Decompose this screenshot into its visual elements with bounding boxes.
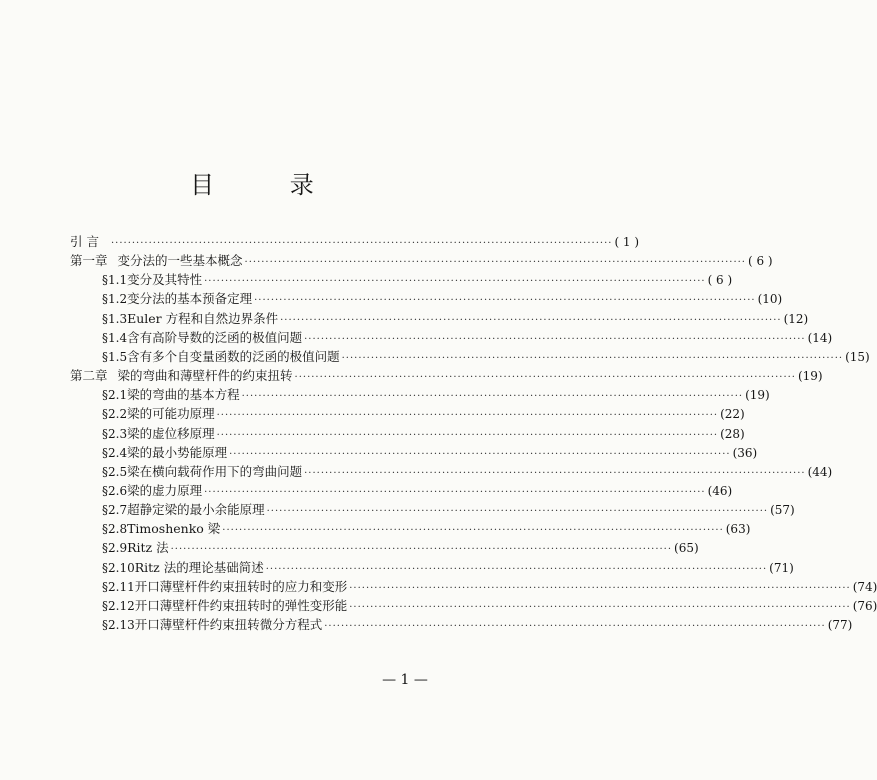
toc-entry-title: 含有高阶导数的泛函的极值问题: [127, 329, 303, 345]
dot-leader: ························································································································: [280, 314, 782, 326]
toc-section-row: [102, 616, 853, 634]
toc-entry-page: (71): [769, 560, 794, 575]
toc-entry-number: §2.8: [102, 522, 128, 537]
toc-entry-number: §1.3: [102, 311, 128, 326]
toc-entry-title: 梁的可能功原理: [127, 406, 215, 422]
toc-section-row: [102, 559, 794, 577]
dot-leader: ························································································································: [254, 295, 756, 307]
toc-entry-number: §2.12: [102, 598, 135, 613]
toc-section-row: [102, 348, 870, 366]
toc-section-row: [102, 578, 877, 596]
toc-entry-title: 开口薄壁杆件约束扭转微分方程式: [134, 617, 323, 632]
toc-entry-page: (77): [827, 618, 853, 632]
dot-leader: ························································································································: [204, 276, 706, 288]
toc-entry-title: 开口薄壁杆件约束扭转时的弹性变形能: [134, 597, 348, 613]
toc-entry-number: 第一章: [70, 253, 108, 269]
toc-entry-title: 梁的虚力原理: [127, 482, 203, 498]
toc-entry-title: 梁的弯曲和薄壁杆件的约束扭转: [117, 368, 293, 384]
dot-leader: ························································································································: [349, 601, 851, 613]
dot-leader: ························································································································: [216, 410, 719, 422]
toc-section-row: [102, 463, 833, 481]
toc-section-row: [102, 597, 877, 615]
toc-entry-number: §2.4: [102, 445, 128, 460]
toc-entry-page: (57): [770, 503, 795, 518]
toc-entry-number: §1.4: [102, 330, 128, 345]
dot-leader: ························································································································: [265, 563, 768, 575]
toc-entry-page: (65): [674, 541, 699, 556]
toc-entry-number: 引 言: [70, 234, 99, 249]
toc-entry-page: (63): [725, 522, 751, 537]
toc-entry-page: ( 1 ): [614, 235, 640, 249]
toc-section-row: [102, 329, 833, 347]
toc-section-row: [102, 405, 745, 423]
toc-entry-number: 第二章: [70, 368, 108, 384]
toc-entry-title: 变分法的基本预备定理: [127, 291, 253, 307]
toc-entry-page: (19): [797, 369, 823, 384]
toc-section-row: [102, 310, 809, 328]
toc-entry-title: 超静定梁的最小余能原理: [127, 502, 265, 518]
toc-entry-page: (22): [720, 407, 745, 422]
toc-entry-page: ( 6 ): [707, 273, 733, 288]
toc-entry-page: (36): [732, 445, 758, 460]
toc-section-row: [102, 482, 733, 500]
page-title: 目 录: [190, 171, 348, 199]
toc-chapter-row: [70, 367, 823, 385]
toc-section-row: [102, 444, 758, 462]
dot-leader: ························································································································: [341, 352, 844, 364]
toc-entry-page: (10): [757, 292, 783, 307]
toc-entry-number: §2.1: [102, 388, 128, 403]
dot-leader: ························································································································: [229, 448, 731, 460]
toc-entry-number: §1.2: [102, 292, 128, 307]
toc-entry-page: (46): [707, 483, 733, 498]
toc-entry-number: §2.2: [102, 407, 128, 422]
toc-entry-title: 含有多个自变量函数的泛函的极值问题: [127, 348, 340, 364]
dot-leader: ························································································································: [349, 582, 851, 594]
dot-leader: ························································································································: [304, 333, 806, 345]
toc-entry-page: (15): [845, 349, 870, 364]
toc-entry-page: (76): [852, 598, 877, 613]
toc-entry-title: 梁在横向载荷作用下的弯曲问题: [127, 463, 303, 479]
toc-entry-title: Euler 方程和自然边界条件: [127, 310, 279, 326]
page-number: — 1 —: [382, 672, 428, 688]
toc-section-row: [102, 425, 745, 443]
toc-entry-number: §2.3: [102, 426, 128, 441]
dot-leader: ························································································································: [266, 506, 769, 518]
toc-entry-page: ( 6 ): [747, 254, 773, 269]
toc-entry-title: 梁的弯曲的基本方程: [127, 387, 240, 403]
toc-section-row: [102, 386, 770, 404]
dot-leader: ························································································································: [204, 486, 706, 498]
toc-entry-number: §2.5: [102, 464, 128, 479]
toc-entry-number: §2.9: [102, 541, 128, 556]
dot-leader: ························································································································: [244, 257, 746, 269]
toc-section-row: [102, 271, 733, 289]
toc-entry-title: Ritz 法的理论基础简述: [134, 559, 264, 575]
dot-leader: ························································································································: [222, 525, 724, 537]
toc-entry-page: (12): [783, 311, 809, 326]
toc-entry-page: (14): [807, 330, 833, 345]
toc-entry-number: §1.5: [102, 349, 128, 364]
toc-entry-number: §2.10: [102, 560, 135, 575]
toc-entry-title: 开口薄壁杆件约束扭转时的应力和变形: [134, 578, 348, 594]
toc-entry-title: Timoshenko 梁: [127, 521, 221, 537]
toc-entry-number: §2.11: [102, 579, 135, 594]
dot-leader: ························································································································: [324, 621, 826, 632]
dot-leader: ························································································································: [241, 391, 744, 403]
toc-entry-title: 梁的虚位移原理: [127, 425, 215, 441]
dot-leader: ························································································································: [216, 429, 719, 441]
dot-leader: ························································································································: [170, 544, 673, 556]
toc-entry-page: (19): [745, 388, 770, 403]
toc-section-row: [102, 520, 751, 538]
toc-section-row: [102, 539, 699, 557]
toc-chapter-row: [70, 252, 773, 270]
toc-entry-title: Ritz 法: [127, 540, 169, 556]
toc-entry-title: 变分法的一些基本概念: [117, 253, 243, 269]
toc-entry-number: §1.1: [102, 273, 128, 288]
toc-entry-page: (28): [720, 426, 745, 441]
toc-chapter-row: [70, 233, 640, 251]
toc-entry-number: §2.13: [102, 618, 135, 632]
toc-entry-title: 变分及其特性: [127, 272, 203, 288]
toc-section-row: [102, 290, 783, 308]
dot-leader: ························································································································: [110, 238, 613, 249]
toc-entry-page: (74): [852, 579, 877, 594]
dot-leader: ························································································································: [294, 372, 796, 384]
toc-entry-number: §2.7: [102, 503, 128, 518]
toc-section-row: [102, 501, 795, 519]
toc-entry-title: 梁的最小势能原理: [127, 444, 228, 460]
toc-entry-page: (44): [807, 464, 833, 479]
toc-entry-number: §2.6: [102, 483, 128, 498]
dot-leader: ························································································································: [304, 467, 806, 479]
